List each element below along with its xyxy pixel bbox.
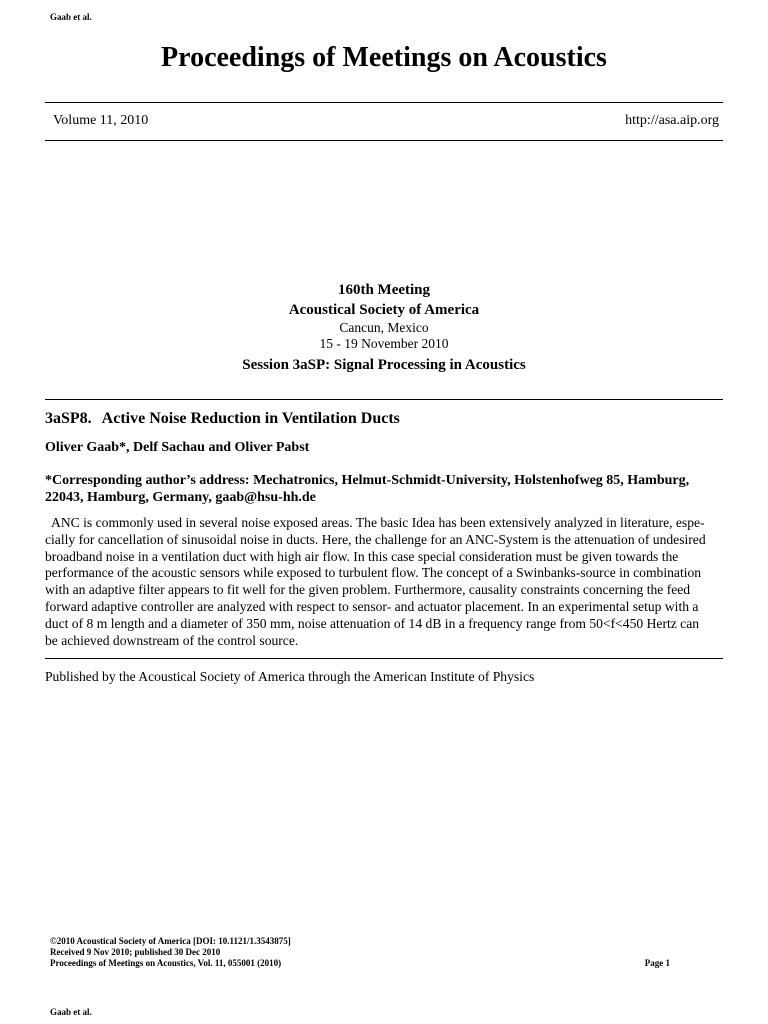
footer-citation: Proceedings of Meetings on Acoustics, Vol. 11, 055001 (2010) [50, 958, 282, 968]
footer-copyright: ©2010 Acoustical Society of America [DOI: 10.1121/1.3543875] [50, 936, 291, 946]
running-head-bottom: Gaab et al. [50, 1007, 92, 1017]
second-rule [45, 140, 723, 141]
meeting-location: Cancun, Mexico [339, 320, 429, 335]
abstract-bottom-rule [45, 658, 723, 659]
meeting-name: 160th Meeting [337, 282, 431, 298]
abstract-line: ANC is commonly used in several noise exposed areas. The basic Idea has been extensively analyzed in literature, espe- [45, 515, 705, 530]
corresponding-address: *Corresponding author’s address: Mechatronics, Helmut-Schmidt-University, Holstenhofweg 85, Hamburg, 22043, Hamburg, Germany, gaab@hsu-hh.de [45, 473, 690, 505]
meeting-block [0, 280, 768, 375]
abstract-line: broadband noise in a ventilation duct with high air flow. In this case special consideration must be given towards the [45, 548, 679, 564]
running-head-top: Gaab et al. [50, 12, 92, 22]
footer-metadata [50, 936, 291, 969]
abstract-line: cially for cancellation of sinusoidal noise in ducts. Here, the challenge for an ANC-System is the attenuation of undesired [45, 531, 706, 547]
abstract [45, 515, 717, 649]
meeting-dates: 15 - 19 November 2010 [319, 336, 449, 351]
paper-top-rule [45, 399, 723, 400]
journal-url[interactable]: http://asa.aip.org [625, 113, 719, 128]
meeting-society: Acoustical Society of America [288, 302, 480, 318]
paper-title: Active Noise Reduction in Ventilation Ducts [101, 410, 400, 427]
paper-title-line [45, 410, 400, 428]
abstract-line: performance of the acoustic sensors while exposed to turbulent flow. The concept of a Swinbanks-source in combination [45, 565, 702, 581]
abstract-line: with an adaptive filter appears to fit well for the given problem. Furthermore, causality constraints concerning the feed [45, 582, 691, 598]
footer-received: Received 9 Nov 2010; published 30 Dec 2010 [50, 947, 221, 957]
abstract-line: forward adaptive controller are analyzed with respect to sensor- and actuator placement. In an experimental setup with a [45, 598, 699, 614]
paper-number: 3aSP8. [45, 410, 92, 427]
meeting-session: Session 3aSP: Signal Processing in Acoustics [242, 357, 526, 373]
volume-line [53, 113, 719, 129]
paper-authors: Oliver Gaab*, Delf Sachau and Oliver Pabst [45, 440, 310, 455]
volume-label: Volume 11, 2010 [53, 113, 149, 128]
published-by: Published by the Acoustical Society of America through the American Institute of Physics [45, 669, 535, 684]
page-number: Page 1 [644, 958, 670, 968]
journal-title: Proceedings of Meetings on Acoustics [161, 42, 607, 73]
abstract-line: duct of 8 m length and a diameter of 350 mm, noise attenuation of 14 dB in a frequency range from 50<f<450 Hertz can [45, 615, 700, 631]
abstract-line: be achieved downstream of the control source. [45, 632, 299, 648]
top-rule [45, 102, 723, 103]
